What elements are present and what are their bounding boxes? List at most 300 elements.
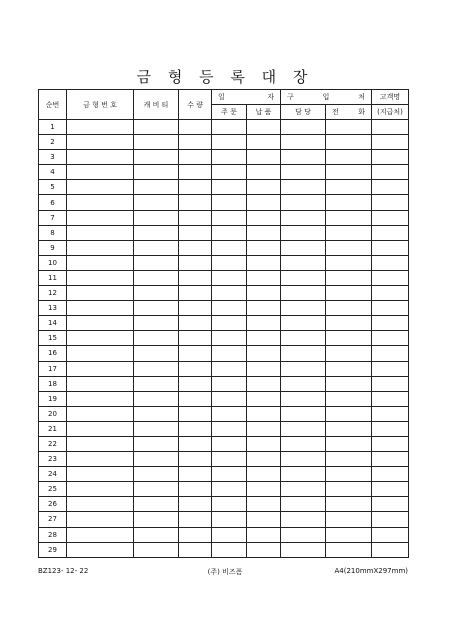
entry-cell[interactable]	[372, 240, 409, 255]
entry-cell[interactable]	[281, 527, 326, 542]
entry-cell[interactable]	[134, 286, 179, 301]
entry-cell[interactable]	[67, 346, 134, 361]
header-buyer-part2: 입	[322, 93, 330, 101]
row-number: 23	[39, 452, 67, 467]
entry-cell[interactable]	[179, 255, 212, 270]
entry-cell[interactable]	[326, 195, 372, 210]
entry-cell[interactable]	[372, 361, 409, 376]
entry-cell[interactable]	[281, 452, 326, 467]
header-date	[212, 90, 281, 105]
entry-cell[interactable]	[281, 376, 326, 391]
header-mold-number: 금 형 번 호	[67, 90, 134, 120]
entry-cell[interactable]	[67, 452, 134, 467]
entry-cell[interactable]	[179, 210, 212, 225]
entry-cell[interactable]	[326, 406, 372, 421]
entry-cell[interactable]	[134, 240, 179, 255]
entry-cell[interactable]	[212, 165, 247, 180]
entry-cell[interactable]	[212, 512, 247, 527]
entry-cell[interactable]	[247, 255, 281, 270]
entry-cell[interactable]	[212, 270, 247, 285]
entry-cell[interactable]	[326, 527, 372, 542]
entry-cell[interactable]	[179, 376, 212, 391]
entry-cell[interactable]	[134, 195, 179, 210]
entry-cell[interactable]	[212, 210, 247, 225]
entry-cell[interactable]	[247, 527, 281, 542]
header-date-part2: 자	[267, 93, 274, 101]
table-row	[39, 301, 409, 316]
entry-cell[interactable]	[67, 406, 134, 421]
entry-cell[interactable]	[134, 135, 179, 150]
entry-cell[interactable]	[134, 361, 179, 376]
entry-cell[interactable]	[212, 361, 247, 376]
entry-cell[interactable]	[212, 346, 247, 361]
entry-cell[interactable]	[326, 331, 372, 346]
entry-cell[interactable]	[326, 497, 372, 512]
entry-cell[interactable]	[134, 346, 179, 361]
row-number: 14	[39, 316, 67, 331]
entry-cell[interactable]	[67, 301, 134, 316]
entry-cell[interactable]	[179, 527, 212, 542]
entry-cell[interactable]	[212, 421, 247, 436]
entry-cell[interactable]	[212, 286, 247, 301]
entry-cell[interactable]	[247, 135, 281, 150]
header-phone-part2: 화	[358, 108, 366, 116]
entry-cell[interactable]	[134, 316, 179, 331]
header-quantity: 수 량	[179, 90, 212, 120]
entry-cell[interactable]	[247, 286, 281, 301]
entry-cell[interactable]	[212, 255, 247, 270]
entry-cell[interactable]	[326, 376, 372, 391]
entry-cell[interactable]	[326, 436, 372, 451]
table-row	[39, 225, 409, 240]
entry-cell[interactable]	[372, 255, 409, 270]
entry-cell[interactable]	[247, 436, 281, 451]
entry-cell[interactable]	[281, 180, 326, 195]
entry-cell[interactable]	[326, 391, 372, 406]
entry-cell[interactable]	[372, 210, 409, 225]
entry-cell[interactable]	[281, 165, 326, 180]
entry-cell[interactable]	[326, 421, 372, 436]
table-row	[39, 331, 409, 346]
entry-cell[interactable]	[134, 120, 179, 135]
entry-cell[interactable]	[326, 542, 372, 557]
entry-cell[interactable]	[326, 150, 372, 165]
mold-register-table	[38, 89, 409, 558]
entry-cell[interactable]	[247, 301, 281, 316]
entry-cell[interactable]	[67, 180, 134, 195]
header-cavity: 캐 비 티	[134, 90, 179, 120]
entry-cell[interactable]	[372, 286, 409, 301]
entry-cell[interactable]	[281, 255, 326, 270]
entry-cell[interactable]	[247, 391, 281, 406]
row-number: 17	[39, 361, 67, 376]
entry-cell[interactable]	[281, 406, 326, 421]
entry-cell[interactable]	[179, 436, 212, 451]
table-row	[39, 316, 409, 331]
entry-cell[interactable]	[179, 150, 212, 165]
row-number: 26	[39, 497, 67, 512]
entry-cell[interactable]	[179, 270, 212, 285]
entry-cell[interactable]	[134, 421, 179, 436]
entry-cell[interactable]	[212, 436, 247, 451]
entry-cell[interactable]	[247, 210, 281, 225]
row-number: 10	[39, 255, 67, 270]
entry-cell[interactable]	[179, 421, 212, 436]
entry-cell[interactable]	[247, 316, 281, 331]
entry-cell[interactable]	[372, 421, 409, 436]
entry-cell[interactable]	[134, 542, 179, 557]
entry-cell[interactable]	[212, 527, 247, 542]
entry-cell[interactable]	[134, 210, 179, 225]
entry-cell[interactable]	[67, 286, 134, 301]
entry-cell[interactable]	[372, 346, 409, 361]
entry-cell[interactable]	[179, 135, 212, 150]
entry-cell[interactable]	[134, 301, 179, 316]
entry-cell[interactable]	[67, 527, 134, 542]
entry-cell[interactable]	[212, 391, 247, 406]
entry-cell[interactable]	[372, 512, 409, 527]
entry-cell[interactable]	[326, 467, 372, 482]
entry-cell[interactable]	[179, 240, 212, 255]
entry-cell[interactable]	[134, 391, 179, 406]
entry-cell[interactable]	[67, 316, 134, 331]
entry-cell[interactable]	[67, 120, 134, 135]
entry-cell[interactable]	[67, 542, 134, 557]
row-number: 7	[39, 210, 67, 225]
entry-cell[interactable]	[281, 135, 326, 150]
entry-cell[interactable]	[281, 482, 326, 497]
entry-cell[interactable]	[247, 270, 281, 285]
entry-cell[interactable]	[212, 150, 247, 165]
entry-cell[interactable]	[134, 406, 179, 421]
entry-cell[interactable]	[281, 225, 326, 240]
row-number: 27	[39, 512, 67, 527]
table-row	[39, 286, 409, 301]
entry-cell[interactable]	[67, 421, 134, 436]
entry-cell[interactable]	[281, 301, 326, 316]
entry-cell[interactable]	[326, 120, 372, 135]
entry-cell[interactable]	[67, 331, 134, 346]
header-delivery: 납 품	[247, 105, 281, 120]
entry-cell[interactable]	[372, 180, 409, 195]
entry-cell[interactable]	[372, 542, 409, 557]
entry-cell[interactable]	[281, 150, 326, 165]
entry-cell[interactable]	[134, 482, 179, 497]
header-buyer-part3: 처	[358, 93, 366, 101]
entry-cell[interactable]	[179, 467, 212, 482]
row-number: 2	[39, 135, 67, 150]
entry-cell[interactable]	[247, 346, 281, 361]
entry-cell[interactable]	[212, 240, 247, 255]
entry-cell[interactable]	[281, 512, 326, 527]
entry-cell[interactable]	[372, 165, 409, 180]
entry-cell[interactable]	[281, 120, 326, 135]
entry-cell[interactable]	[179, 286, 212, 301]
entry-cell[interactable]	[281, 210, 326, 225]
entry-cell[interactable]	[179, 512, 212, 527]
table-row	[39, 346, 409, 361]
table-row	[39, 452, 409, 467]
entry-cell[interactable]	[67, 165, 134, 180]
table-row	[39, 210, 409, 225]
entry-cell[interactable]	[67, 497, 134, 512]
entry-cell[interactable]	[212, 135, 247, 150]
entry-cell[interactable]	[372, 270, 409, 285]
entry-cell[interactable]	[372, 225, 409, 240]
entry-cell[interactable]	[179, 406, 212, 421]
entry-cell[interactable]	[326, 225, 372, 240]
header-phone-part1: 전	[332, 108, 339, 116]
entry-cell[interactable]	[67, 210, 134, 225]
entry-cell[interactable]	[134, 452, 179, 467]
table-row	[39, 527, 409, 542]
entry-cell[interactable]	[247, 421, 281, 436]
row-number: 3	[39, 150, 67, 165]
entry-cell[interactable]	[212, 467, 247, 482]
entry-cell[interactable]	[179, 391, 212, 406]
entry-cell[interactable]	[134, 270, 179, 285]
entry-cell[interactable]	[134, 255, 179, 270]
entry-cell[interactable]	[212, 406, 247, 421]
entry-cell[interactable]	[247, 512, 281, 527]
row-number: 18	[39, 376, 67, 391]
header-payment: (지급처)	[372, 105, 409, 120]
entry-cell[interactable]	[67, 436, 134, 451]
entry-cell[interactable]	[326, 316, 372, 331]
entry-cell[interactable]	[134, 180, 179, 195]
row-number: 16	[39, 346, 67, 361]
entry-cell[interactable]	[372, 135, 409, 150]
entry-cell[interactable]	[212, 225, 247, 240]
entry-cell[interactable]	[134, 331, 179, 346]
entry-cell[interactable]	[281, 542, 326, 557]
entry-cell[interactable]	[326, 270, 372, 285]
entry-cell[interactable]	[247, 497, 281, 512]
entry-cell[interactable]	[326, 180, 372, 195]
entry-cell[interactable]	[372, 527, 409, 542]
entry-cell[interactable]	[179, 346, 212, 361]
entry-cell[interactable]	[281, 436, 326, 451]
header-buyer-part1: 구	[287, 93, 294, 101]
entry-cell[interactable]	[247, 165, 281, 180]
entry-cell[interactable]	[247, 240, 281, 255]
entry-cell[interactable]	[67, 150, 134, 165]
entry-cell[interactable]	[247, 452, 281, 467]
table-row	[39, 240, 409, 255]
entry-cell[interactable]	[212, 542, 247, 557]
entry-cell[interactable]	[326, 255, 372, 270]
entry-cell[interactable]	[281, 421, 326, 436]
entry-cell[interactable]	[247, 376, 281, 391]
row-number: 12	[39, 286, 67, 301]
row-number: 11	[39, 270, 67, 285]
entry-cell[interactable]	[134, 225, 179, 240]
row-number: 22	[39, 436, 67, 451]
row-number: 8	[39, 225, 67, 240]
entry-cell[interactable]	[281, 361, 326, 376]
entry-cell[interactable]	[134, 527, 179, 542]
entry-cell[interactable]	[134, 150, 179, 165]
header-order: 주 문	[212, 105, 247, 120]
row-number: 15	[39, 331, 67, 346]
entry-cell[interactable]	[179, 165, 212, 180]
entry-cell[interactable]	[247, 180, 281, 195]
entry-cell[interactable]	[326, 301, 372, 316]
table-row	[39, 436, 409, 451]
entry-cell[interactable]	[212, 301, 247, 316]
entry-cell[interactable]	[281, 331, 326, 346]
entry-cell[interactable]	[179, 120, 212, 135]
header-phone	[326, 105, 372, 120]
table-row	[39, 421, 409, 436]
entry-cell[interactable]	[247, 195, 281, 210]
row-number: 29	[39, 542, 67, 557]
entry-cell[interactable]	[179, 497, 212, 512]
entry-cell[interactable]	[67, 240, 134, 255]
entry-cell[interactable]	[67, 195, 134, 210]
entry-cell[interactable]	[372, 436, 409, 451]
entry-cell[interactable]	[212, 452, 247, 467]
row-number: 24	[39, 467, 67, 482]
entry-cell[interactable]	[67, 361, 134, 376]
entry-cell[interactable]	[372, 120, 409, 135]
entry-cell[interactable]	[247, 482, 281, 497]
entry-cell[interactable]	[281, 316, 326, 331]
entry-cell[interactable]	[326, 135, 372, 150]
table-row	[39, 391, 409, 406]
entry-cell[interactable]	[247, 467, 281, 482]
entry-cell[interactable]	[247, 542, 281, 557]
table-row	[39, 270, 409, 285]
entry-cell[interactable]	[212, 195, 247, 210]
entry-cell[interactable]	[134, 467, 179, 482]
entry-cell[interactable]	[372, 316, 409, 331]
table-row	[39, 361, 409, 376]
entry-cell[interactable]	[247, 225, 281, 240]
entry-cell[interactable]	[326, 165, 372, 180]
row-number: 13	[39, 301, 67, 316]
entry-cell[interactable]	[281, 346, 326, 361]
entry-cell[interactable]	[179, 180, 212, 195]
entry-cell[interactable]	[281, 240, 326, 255]
entry-cell[interactable]	[212, 316, 247, 331]
entry-cell[interactable]	[67, 467, 134, 482]
table-row	[39, 376, 409, 391]
table-row	[39, 135, 409, 150]
entry-cell[interactable]	[281, 195, 326, 210]
entry-cell[interactable]	[179, 195, 212, 210]
entry-cell[interactable]	[372, 150, 409, 165]
entry-cell[interactable]	[326, 240, 372, 255]
row-number: 20	[39, 406, 67, 421]
entry-cell[interactable]	[372, 497, 409, 512]
entry-cell[interactable]	[281, 497, 326, 512]
document-title: 금 형 등 록 대 장	[136, 68, 314, 86]
entry-cell[interactable]	[67, 270, 134, 285]
entry-cell[interactable]	[372, 376, 409, 391]
header-no: 순번	[39, 90, 67, 120]
entry-cell[interactable]	[212, 331, 247, 346]
entry-cell[interactable]	[326, 210, 372, 225]
entry-cell[interactable]	[372, 331, 409, 346]
entry-cell[interactable]	[134, 376, 179, 391]
row-number: 25	[39, 482, 67, 497]
entry-cell[interactable]	[247, 331, 281, 346]
entry-cell[interactable]	[179, 452, 212, 467]
row-number: 19	[39, 391, 67, 406]
entry-cell[interactable]	[247, 150, 281, 165]
entry-cell[interactable]	[67, 135, 134, 150]
entry-cell[interactable]	[179, 482, 212, 497]
table-row	[39, 195, 409, 210]
table-row	[39, 512, 409, 527]
entry-cell[interactable]	[212, 376, 247, 391]
table-row	[39, 406, 409, 421]
entry-cell[interactable]	[67, 512, 134, 527]
entry-cell[interactable]	[372, 406, 409, 421]
entry-cell[interactable]	[247, 361, 281, 376]
entry-cell[interactable]	[281, 391, 326, 406]
table-row	[39, 180, 409, 195]
entry-cell[interactable]	[372, 452, 409, 467]
header-date-part1: 일	[218, 93, 225, 101]
entry-cell[interactable]	[281, 467, 326, 482]
entry-cell[interactable]	[179, 331, 212, 346]
entry-cell[interactable]	[179, 316, 212, 331]
entry-cell[interactable]	[326, 452, 372, 467]
entry-cell[interactable]	[67, 376, 134, 391]
header-customer: 고객명	[372, 90, 409, 105]
table-body	[39, 120, 409, 558]
entry-cell[interactable]	[212, 497, 247, 512]
entry-cell[interactable]	[179, 361, 212, 376]
entry-cell[interactable]	[372, 391, 409, 406]
entry-cell[interactable]	[67, 482, 134, 497]
entry-cell[interactable]	[372, 467, 409, 482]
table-row	[39, 165, 409, 180]
entry-cell[interactable]	[212, 482, 247, 497]
entry-cell[interactable]	[179, 301, 212, 316]
table-row	[39, 150, 409, 165]
entry-cell[interactable]	[372, 195, 409, 210]
entry-cell[interactable]	[372, 301, 409, 316]
entry-cell[interactable]	[67, 255, 134, 270]
entry-cell[interactable]	[326, 361, 372, 376]
row-number: 28	[39, 527, 67, 542]
entry-cell[interactable]	[372, 482, 409, 497]
entry-cell[interactable]	[212, 180, 247, 195]
entry-cell[interactable]	[179, 542, 212, 557]
form-code: BZ123- 12- 22	[38, 567, 89, 575]
entry-cell[interactable]	[281, 286, 326, 301]
entry-cell[interactable]	[67, 391, 134, 406]
entry-cell[interactable]	[326, 512, 372, 527]
entry-cell[interactable]	[281, 270, 326, 285]
entry-cell[interactable]	[179, 225, 212, 240]
entry-cell[interactable]	[326, 482, 372, 497]
entry-cell[interactable]	[134, 436, 179, 451]
table-row	[39, 542, 409, 557]
entry-cell[interactable]	[134, 497, 179, 512]
entry-cell[interactable]	[67, 225, 134, 240]
entry-cell[interactable]	[212, 120, 247, 135]
entry-cell[interactable]	[134, 512, 179, 527]
entry-cell[interactable]	[134, 165, 179, 180]
entry-cell[interactable]	[326, 346, 372, 361]
entry-cell[interactable]	[247, 406, 281, 421]
entry-cell[interactable]	[247, 120, 281, 135]
entry-cell[interactable]	[326, 286, 372, 301]
